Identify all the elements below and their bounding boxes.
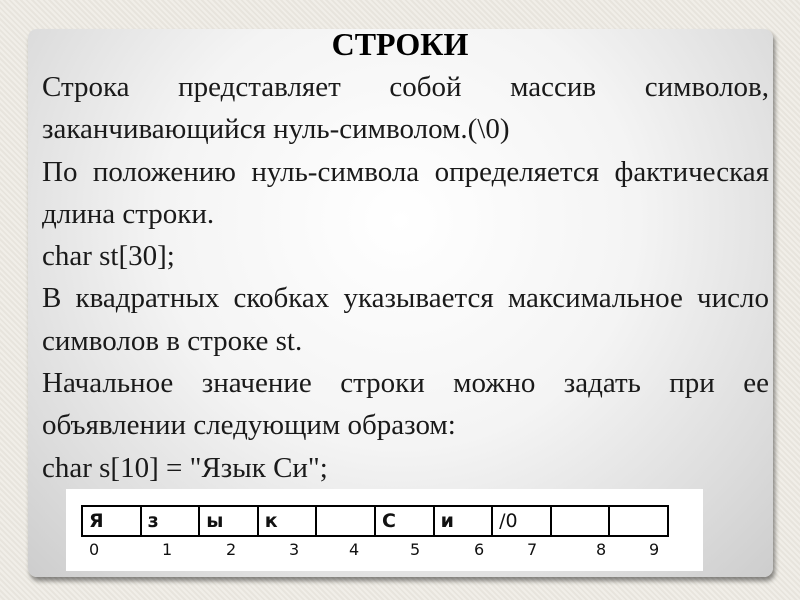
paragraph-brackets: В квадратных скобках указывается максимальное число символов в строке st. [42,282,769,357]
char-cell-1: з [141,506,200,536]
char-cell-9 [609,506,668,536]
char-cell-7: /0 [492,506,551,536]
index-label-3: 3 [289,540,300,559]
index-label-6: 6 [474,540,485,559]
char-cell-2: ы [199,506,258,536]
char-row [82,506,668,536]
char-cell-3: к [258,506,317,536]
char-array-table [81,505,669,537]
slide-body [42,66,769,489]
paragraph-string-definition: Строка представляет собой массив символов, заканчивающийся нуль-символом.(\0) [42,71,769,146]
paragraph-initial-value: Начальное значение строки можно задать при ее объявлении следующим образом: [42,367,769,442]
code-declaration-s: char s[10] = "Язык Си"; [42,451,328,484]
char-cell-8 [551,506,610,536]
slide-title: СТРОКИ [331,26,469,62]
index-label-0: 0 [89,540,100,559]
char-cell-5: С [375,506,434,536]
index-row [81,540,693,564]
string-diagram [66,489,703,571]
char-cell-6: и [434,506,493,536]
index-label-9: 9 [649,540,660,559]
index-label-8: 8 [596,540,607,559]
index-label-2: 2 [226,540,237,559]
index-label-5: 5 [410,540,421,559]
index-label-1: 1 [162,540,173,559]
index-label-4: 4 [349,540,360,559]
char-cell-4 [316,506,375,536]
paragraph-null-position: По положению нуль-символа определяется фактическая длина строки. [42,155,769,230]
char-cell-0: Я [82,506,141,536]
index-label-7: 7 [527,540,538,559]
code-declaration-st: char st[30]; [42,240,175,273]
